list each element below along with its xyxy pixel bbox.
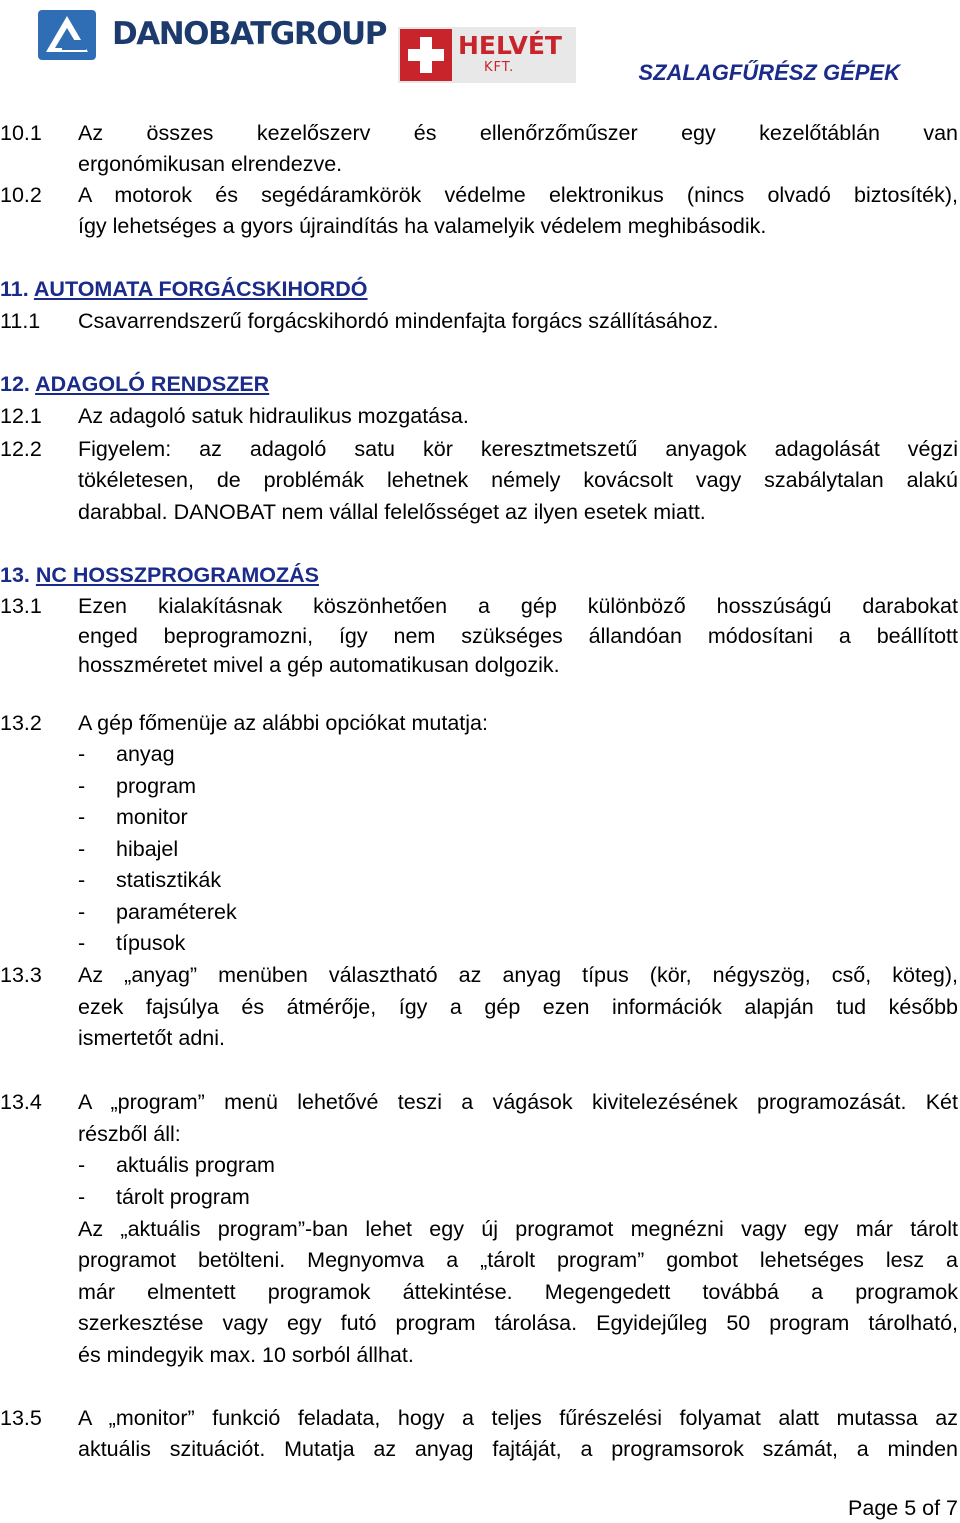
paragraph-line <box>0 1342 960 1368</box>
section-heading <box>0 371 960 397</box>
item-text: Ezen kialakításnak köszönhetően a gép különböző hosszúságú darabokat <box>78 594 958 618</box>
paragraph-line <box>0 623 960 649</box>
list-item-text: hibajel <box>116 837 179 861</box>
list-dash: - <box>78 805 86 829</box>
paragraph-line <box>0 1279 960 1305</box>
item-text: A „monitor” funkció feladata, hogy a teljes fűrészelési folyamat alatt mutassa az <box>78 1406 958 1430</box>
paragraph-line <box>0 1121 960 1147</box>
paragraph-line <box>0 151 960 177</box>
list-item <box>0 741 960 767</box>
item-number: 10.2 <box>0 183 42 207</box>
section-number: 12. <box>0 372 30 396</box>
item-text: Figyelem: az adagoló satu kör keresztmetszetű anyagok adagolását végzi <box>78 437 958 461</box>
paragraph-line <box>0 436 960 462</box>
item-text: ismertetőt adni. <box>78 1026 225 1050</box>
paragraph-line <box>0 120 960 146</box>
item-text: darabbal. DANOBAT nem vállal felelősséget az ilyen esetek miatt. <box>78 500 706 524</box>
page-header <box>0 0 960 100</box>
paragraph-line <box>0 1310 960 1336</box>
danobatgroup-logo-text: DANOBATGROUP <box>112 16 386 52</box>
item-text: enged beprogramozni, így nem szükséges állandóan módosítani a beállított <box>78 624 958 648</box>
paragraph-line <box>0 1089 960 1115</box>
paragraph-line <box>0 467 960 493</box>
item-text: A „program” menü lehetővé teszi a vágások kivitelezésének programozását. Két <box>78 1090 958 1114</box>
section-title: ADAGOLÓ RENDSZER <box>35 372 270 396</box>
item-text: Az „anyag” menüben választható az anyag típus (kör, négyszög, cső, köteg), <box>78 963 958 987</box>
section-heading <box>0 276 960 302</box>
item-text: tökéletesen, de problémák lehetnek némely kovácsolt vagy szabálytalan alakú <box>78 468 958 492</box>
list-item <box>0 1184 960 1210</box>
item-text: és mindegyik max. 10 sorból állhat. <box>78 1343 414 1367</box>
item-number: 11.1 <box>0 309 41 333</box>
page-number: Page 5 of 7 <box>848 1496 958 1520</box>
helvet-logo-text: HELVÉT <box>458 31 562 60</box>
item-text: ezek fajsúlya és átmérője, így a gép ezen információk alapján tud később <box>78 995 958 1019</box>
item-text: Az összes kezelőszerv és ellenőrzőműszer egy kezelőtáblán van <box>78 121 958 145</box>
item-number: 13.5 <box>0 1406 42 1430</box>
list-dash: - <box>78 868 86 892</box>
list-dash: - <box>78 1153 86 1177</box>
paragraph-line <box>0 710 960 736</box>
item-text: szerkesztése vagy egy futó program tárolása. Egyidejűleg 50 program tárolható, <box>78 1311 958 1335</box>
paragraph-line <box>0 182 960 208</box>
list-item <box>0 899 960 925</box>
paragraph-line <box>0 308 960 334</box>
item-text: programot betölteni. Megnyomva a „tárolt program” gombot lehetséges lesz a <box>78 1248 958 1272</box>
item-text: Az „aktuális program”-ban lehet egy új programot megnézni vagy egy már tárolt <box>78 1217 958 1241</box>
paragraph-line <box>0 213 960 239</box>
item-number: 12.2 <box>0 437 42 461</box>
item-number: 13.3 <box>0 963 42 987</box>
paragraph-line <box>0 1025 960 1051</box>
list-item <box>0 867 960 893</box>
paragraph-line <box>0 1247 960 1273</box>
list-item <box>0 836 960 862</box>
item-text: ergonómikusan elrendezve. <box>78 152 343 176</box>
paragraph-line <box>0 962 960 988</box>
item-number: 13.1 <box>0 594 42 618</box>
helvet-logo-subtext: KFT. <box>484 60 515 75</box>
item-text: Csavarrendszerű forgácskihordó mindenfajta forgács szállításához. <box>78 309 719 333</box>
danobatgroup-logo <box>38 10 386 62</box>
section-title: NC HOSSZPROGRAMOZÁS <box>35 563 319 587</box>
list-item-text: aktuális program <box>116 1153 275 1177</box>
section-title: AUTOMATA FORGÁCSKIHORDÓ <box>33 277 368 301</box>
helvet-logo <box>398 27 576 83</box>
item-number: 13.4 <box>0 1090 42 1114</box>
list-item <box>0 773 960 799</box>
paragraph-line <box>0 403 960 429</box>
list-item-text: program <box>116 774 197 798</box>
list-item-text: monitor <box>116 805 188 829</box>
list-dash: - <box>78 742 86 766</box>
list-item <box>0 930 960 956</box>
paragraph-line <box>0 593 960 619</box>
list-dash: - <box>78 900 86 924</box>
item-text: aktuális szituációt. Mutatja az anyag fajtáját, a programsorok számát, a minden <box>78 1437 958 1461</box>
list-dash: - <box>78 931 86 955</box>
item-text: már elmentett programok áttekintése. Megengedett továbbá a programok <box>78 1280 958 1304</box>
list-item <box>0 1152 960 1178</box>
item-text: A motorok és segédáramkörök védelme elektronikus (nincs olvadó biztosíték), <box>78 183 958 207</box>
paragraph-line <box>0 1405 960 1431</box>
item-text: A gép főmenüje az alábbi opciókat mutatja: <box>78 711 488 735</box>
section-number: 11. <box>0 277 29 301</box>
danobat-logo-icon <box>38 10 96 60</box>
list-item-text: típusok <box>116 931 186 955</box>
item-number: 10.1 <box>0 121 42 145</box>
section-number: 13. <box>0 563 30 587</box>
item-text: Az adagoló satuk hidraulikus mozgatása. <box>78 404 469 428</box>
paragraph-line <box>0 1436 960 1462</box>
item-text: részből áll: <box>78 1122 181 1146</box>
list-item-text: paraméterek <box>116 900 237 924</box>
item-text: hosszméretet mivel a gép automatikusan dolgozik. <box>78 653 560 677</box>
helvet-cross-icon <box>400 29 452 81</box>
list-item-text: statisztikák <box>116 868 222 892</box>
list-dash: - <box>78 774 86 798</box>
item-text: így lehetséges a gyors újraindítás ha valamelyik védelem meghibásodik. <box>78 214 767 238</box>
paragraph-line <box>0 499 960 525</box>
item-number: 12.1 <box>0 404 42 428</box>
item-number: 13.2 <box>0 711 42 735</box>
list-dash: - <box>78 1185 86 1209</box>
list-item <box>0 804 960 830</box>
section-heading <box>0 562 960 588</box>
paragraph-line <box>0 994 960 1020</box>
list-item-text: tárolt program <box>116 1185 250 1209</box>
document-title: SZALAGFŰRÉSZ GÉPEK <box>638 60 900 85</box>
list-dash: - <box>78 837 86 861</box>
paragraph-line <box>0 1216 960 1242</box>
paragraph-line <box>0 652 960 678</box>
list-item-text: anyag <box>116 742 175 766</box>
